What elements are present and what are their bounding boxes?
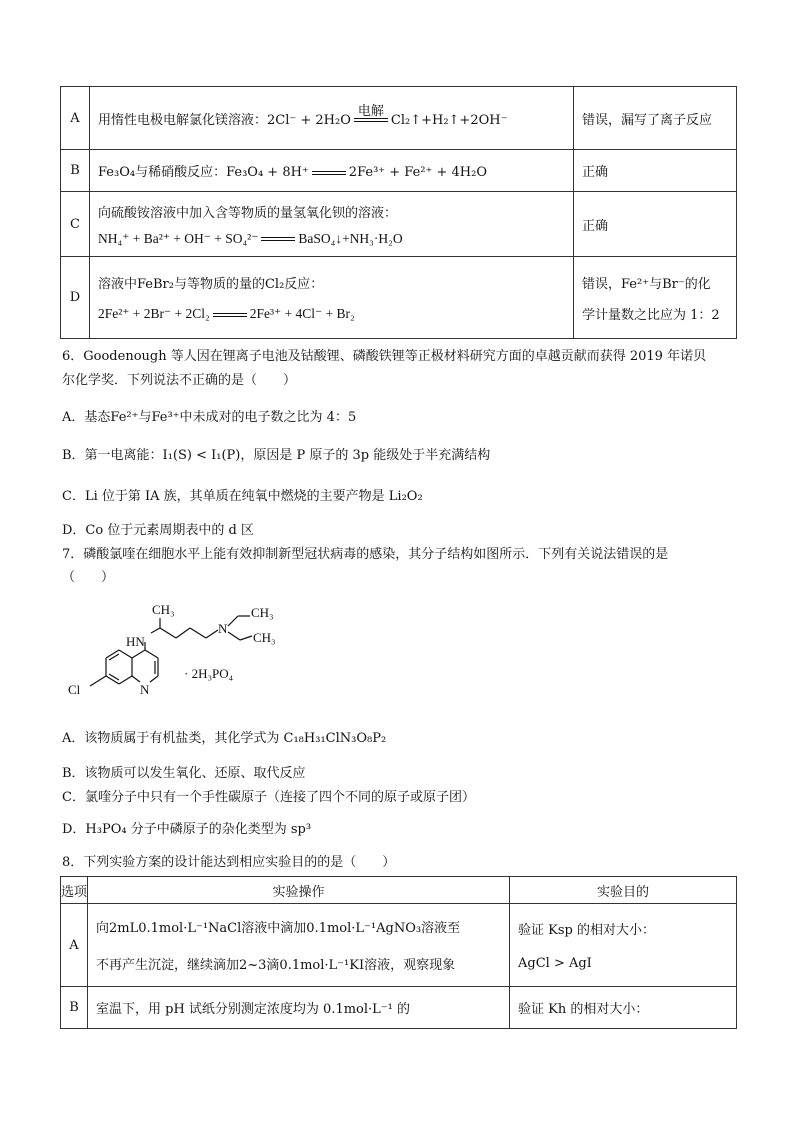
q8-col-goal: 实验目的: [510, 877, 737, 904]
q5-result-line: 错误，Fe²⁺与Br⁻的化: [582, 276, 711, 292]
q5-row-content: [90, 192, 574, 257]
q5-row-text: 用惰性电极电解氯化镁溶液：: [98, 112, 268, 128]
q8-row-a: [61, 904, 737, 987]
q6-stem-line2: 尔化学奖．下列说法不正确的是（ ）: [62, 373, 297, 388]
q8-col-operation: 实验操作: [88, 877, 510, 904]
chloroquine-structure: [60, 600, 320, 712]
q5-row-d: [61, 257, 737, 339]
q5-row-a: [61, 87, 737, 150]
q8-stem: 8．下列实验方案的设计能达到相应实验目的的是（ ）: [62, 855, 396, 870]
q8-row-b: [61, 987, 737, 1029]
q8-header-row: [61, 877, 737, 904]
q8-row-goal: [510, 904, 737, 987]
q8-row-operation: [88, 904, 510, 987]
q5-eq-left: 2Cl⁻ + 2H₂O: [267, 112, 351, 128]
q5-table: [60, 86, 737, 339]
q7-stem-line1: 7．磷酸氯喹在细胞水平上能有效抑制新型冠状病毒的感染，其分子结构如图所示．下列有关说法错误的是: [62, 547, 669, 562]
q5-row-label: A: [61, 87, 90, 150]
q5-row-result: 正确: [574, 150, 737, 192]
q5-eq-condition: 电解: [357, 104, 384, 119]
q5-eq-right: 2Fe³⁺ + 4Cl⁻ + Br₂: [249, 306, 355, 321]
equals-sign-icon: [312, 171, 346, 175]
q6-stem-line1: 6．Goodenough 等人因在锂离子电池及钴酸锂、磷酸铁锂等正极材料研究方面的卓越贡献而获得 2019 年诺贝: [62, 349, 707, 364]
q8-row-label: B: [61, 987, 88, 1029]
equals-sign-icon: [261, 237, 295, 241]
q6-option-c: C．Li 位于第 IA 族，其单质在纯氧中燃烧的主要产物是 Li₂O₂: [62, 489, 423, 504]
q7-option-b: B．该物质可以发生氧化、还原、取代反应: [62, 766, 306, 781]
q5-row-content: [90, 150, 574, 192]
q5-row-c: [61, 192, 737, 257]
label-cl: Cl: [68, 682, 81, 697]
label-n-ring: N: [140, 682, 150, 697]
label-ch3-top: CH₃: [152, 602, 175, 617]
q7-option-a: A．该物质属于有机盐类，其化学式为 C₁₈H₃₁ClN₃O₈P₂: [62, 731, 387, 746]
label-ch3-right1: CH₃: [251, 605, 274, 620]
q5-eq-right: 2Fe³⁺ + Fe²⁺ + 4H₂O: [348, 165, 488, 180]
q5-row-text: 溶液中FeBr₂与等物质的量的Cl₂反应：: [98, 277, 324, 292]
q5-eq-right: BaSO₄↓+NH₃·H₂O: [298, 230, 403, 246]
q5-eq-right: Cl₂↑+H₂↑+2OH⁻: [390, 112, 508, 128]
q7-option-d: D．H₃PO₄ 分子中磷原子的杂化类型为 sp³: [62, 822, 312, 837]
q5-row-text: Fe₃O₄与稀硝酸反应：Fe₃O₄ + 8H⁺: [98, 165, 309, 180]
q6-option-b: B．第一电离能：I₁(S) < I₁(P)，原因是 P 原子的 3p 能级处于半充满结构: [62, 448, 491, 463]
q5-row-label: C: [61, 192, 90, 257]
label-salt: · 2H₃PO₄: [184, 666, 234, 681]
q7-option-c: C．氯喹分子中只有一个手性碳原子（连接了四个不同的原子或原子团）: [62, 790, 475, 805]
q6-option-d: D．Co 位于元素周期表中的 d 区: [62, 523, 254, 538]
equals-sign-icon: [213, 313, 247, 317]
q5-row-label: B: [61, 150, 90, 192]
q8-goal-line: 验证 Ksp 的相对大小：: [518, 923, 655, 938]
q5-row-content: [90, 257, 574, 339]
q5-row-b: [61, 150, 737, 192]
q8-table: [60, 876, 737, 1029]
q5-eq-left: 2Fe²⁺ + 2Br⁻ + 2Cl₂: [98, 306, 210, 321]
label-ch3-right2: CH₃: [253, 630, 276, 645]
q5-row-label: D: [61, 257, 90, 339]
q8-row-operation: 室温下，用 pH 试纸分别测定浓度均为 0.1mol·L⁻¹ 的: [88, 987, 510, 1029]
q6-option-a: A．基态Fe²⁺与Fe³⁺中未成对的电子数之比为 4：5: [62, 410, 357, 425]
q5-eq-left: NH₄⁺ + Ba²⁺ + OH⁻ + SO₄²⁻: [98, 230, 259, 246]
q5-row-content: [90, 87, 574, 150]
equals-sign-icon: [354, 104, 388, 122]
q7-stem-line2: （ ）: [62, 570, 115, 585]
q8-goal-line: AgCl > AgI: [518, 956, 592, 971]
q5-row-result: 正确: [574, 192, 737, 257]
label-hn: HN: [126, 634, 145, 649]
label-n-amine: N: [218, 621, 228, 636]
q8-row-label: A: [61, 904, 88, 987]
q8-row-goal: 验证 Kh 的相对大小：: [510, 987, 737, 1029]
q5-row-result: 错误，漏写了离子反应: [574, 87, 737, 150]
q5-row-result: [574, 257, 737, 339]
q8-op-line: 不再产生沉淀，继续滴加2~3滴0.1mol·L⁻¹KI溶液，观察现象: [96, 958, 456, 973]
q5-result-line: 学计量数之比应为 1：2: [582, 307, 720, 323]
q8-col-option: 选项: [61, 877, 88, 904]
q8-op-line: 向2mL0.1mol·L⁻¹NaCl溶液中滴加0.1mol·L⁻¹AgNO₃溶液至: [96, 921, 461, 936]
q5-row-text: 向硫酸铵溶液中加入含等物质的量氢氧化钡的溶液：: [98, 205, 398, 221]
